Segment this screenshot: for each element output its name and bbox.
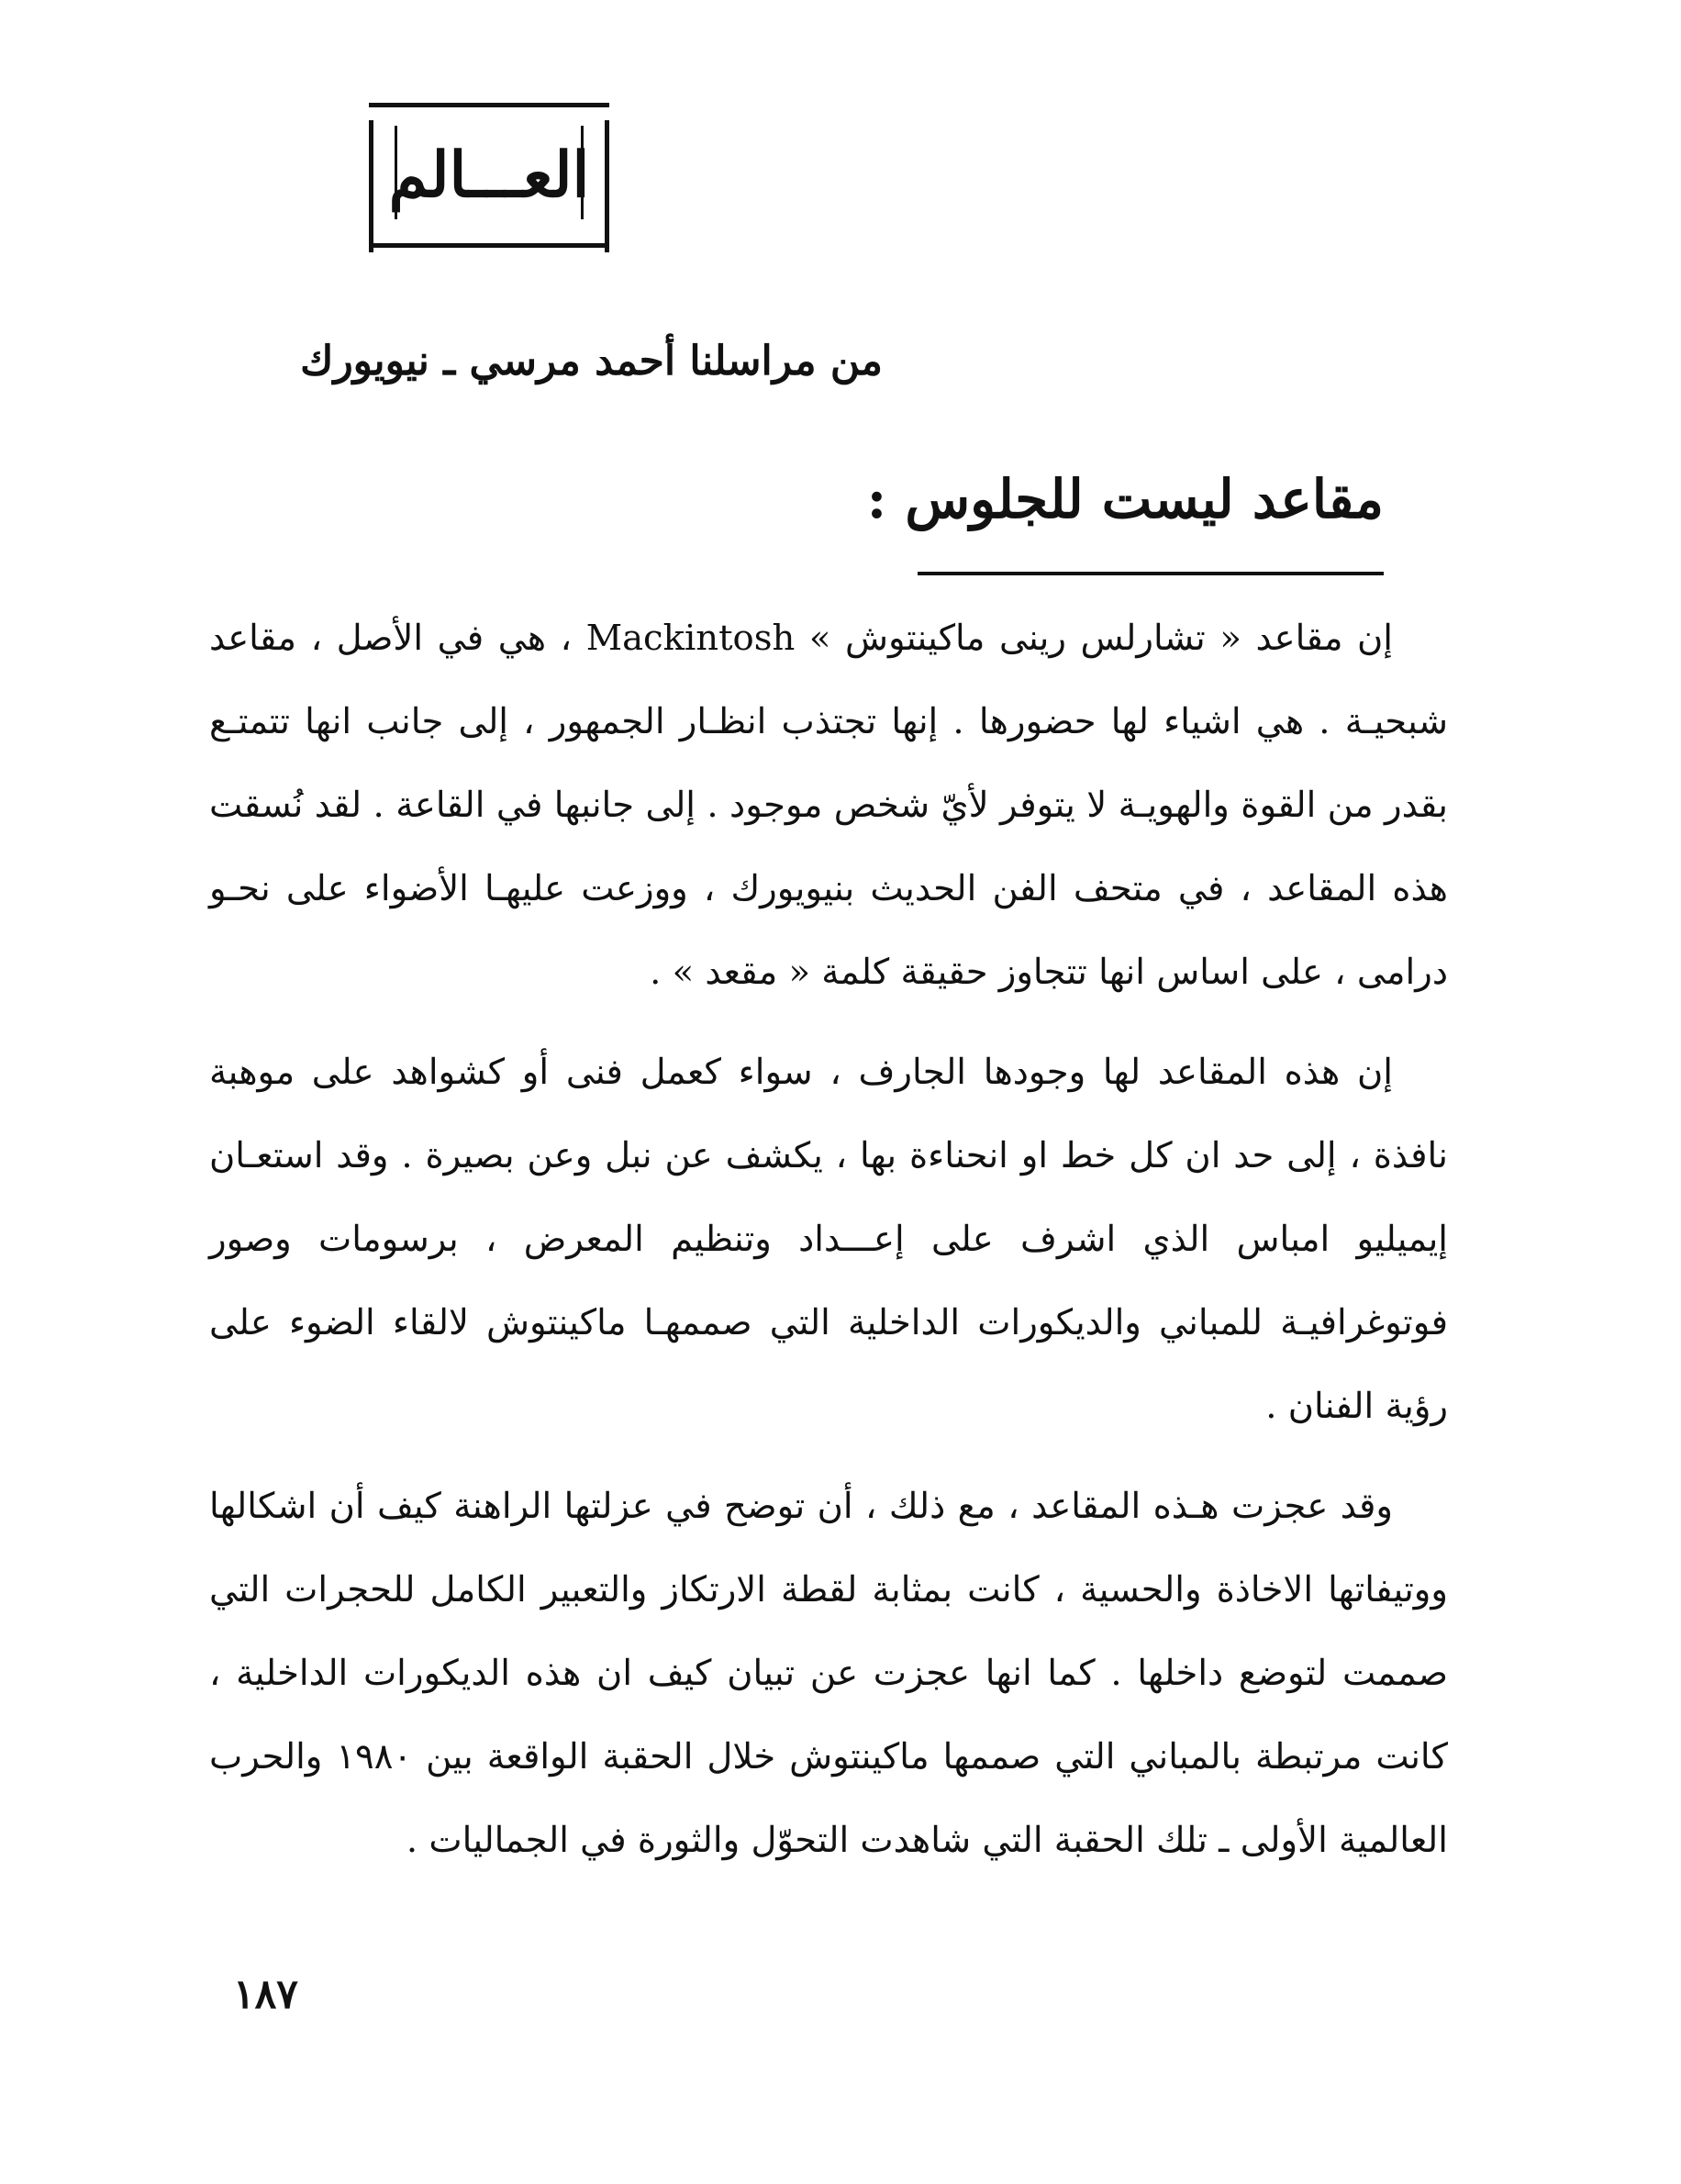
page-number: ١٨٧ xyxy=(233,1971,298,2018)
article-body xyxy=(209,596,1448,1899)
section-title-box xyxy=(369,103,609,248)
article-heading: مقاعد ليست للجلوس : xyxy=(866,468,1384,530)
article-paragraph-3: وقد عجزت هـذه المقاعد ، مع ذلك ، أن توضح في عزلتها الراهنة كيف أن اشكالها ووتيفاتها الاخاذة والحسية ، كانت بمثابة لقطة الارتكاز والتعبير الكامل للحجرات التي صممت لتوضع داخلها . كما انها عجزت عن تبيان كيف ان هذه الديكورات الداخلية ، كانت مرتبطة بالمباني التي صممها ماكينتوش خلال الحقبة الواقعة بين ١٩٨٠ والحرب العالمية الأولى ـ تلك الحقبة التي شاهدت التحوّل والثورة في الجماليات . xyxy=(209,1486,1448,1861)
article-paragraph-1: إن مقاعد « تشارلس رينى ماكينتوش » Mackintosh ، هي في الأصل ، مقاعد شبحيـة . هي اشياء لها حضورها . إنها تجتذب انظـار الجمهور ، إلى جانب انها تتمتـع بقدر من القوة والهويـة لا يتوفر لأيّ شخص موجود . إلى جانبها في القاعة . لقد نُسقت هذه المقاعد ، في متحف الفن الحديث بنيويورك ، ووزعت عليهـا الأضواء على نحـو درامى ، على اساس انها تتجاوز حقيقة كلمة « مقعد » . xyxy=(209,618,1448,993)
section-title: العـــالم xyxy=(388,139,590,212)
article-paragraph-2: إن هذه المقاعد لها وجودها الجارف ، سواء كعمل فنى أو كشواهد على موهبة نافذة ، إلى حد ان كل خط او انحناءة بها ، يكشف عن نبل وعن بصيرة . وقد استعـان إيميليو امباس الذي اشرف على إعـــداد وتنظيم المعرض ، برسومات وصور فوتوغرافيـة للمباني والديكورات الداخلية التي صممهـا ماكينتوش لالقاء الضوء على رؤية الفنان . xyxy=(209,1052,1448,1427)
byline: من مراسلنا أحمد مرسي ـ نيويورك xyxy=(300,338,883,384)
heading-underline xyxy=(918,572,1384,575)
